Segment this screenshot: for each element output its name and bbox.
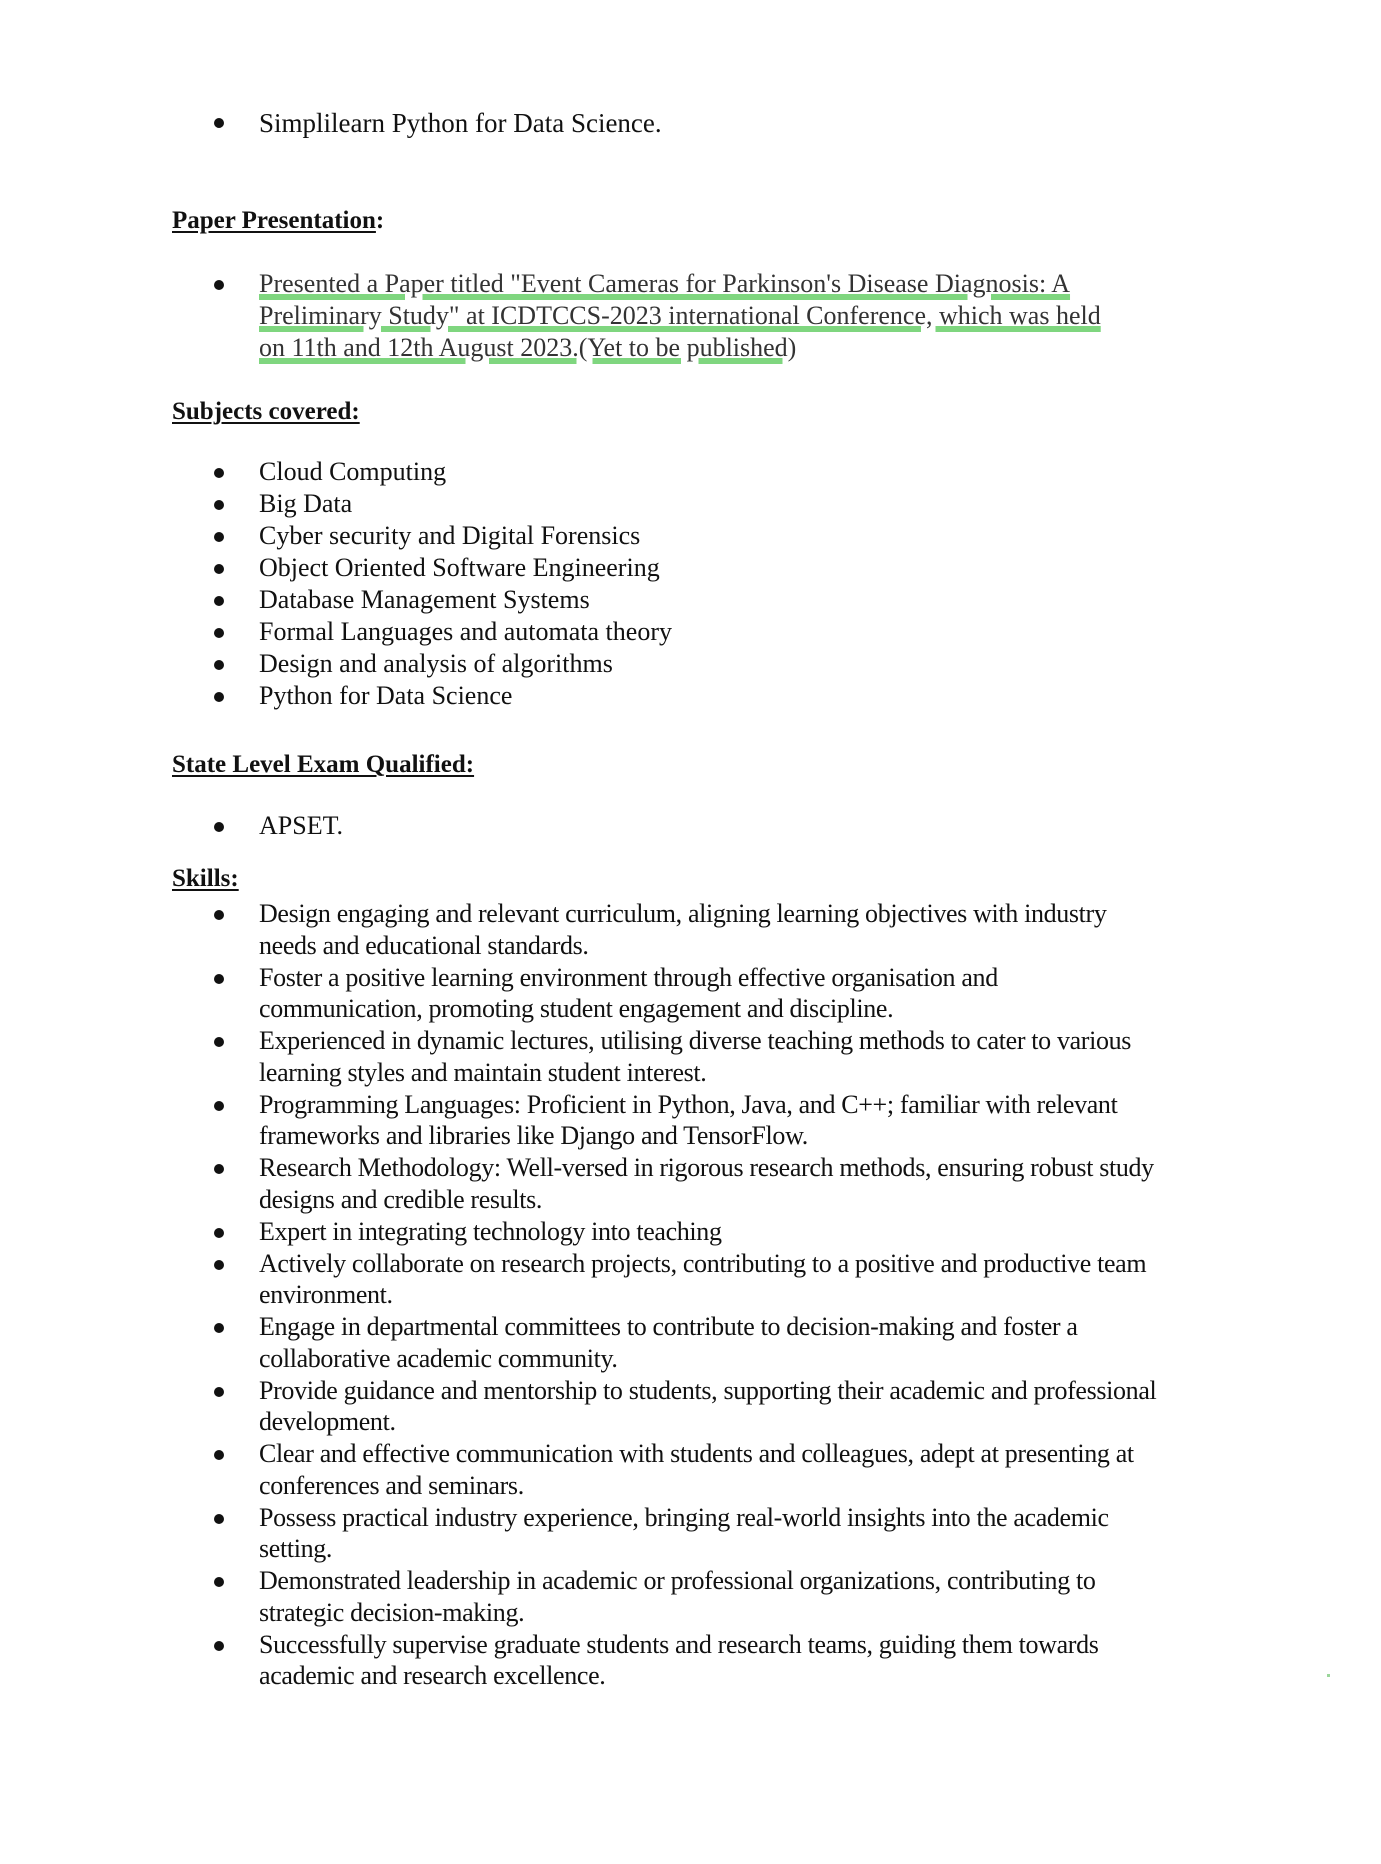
bullet-icon [214, 822, 224, 832]
bullet-icon [214, 1577, 224, 1587]
skill-line: communication, promoting student engagement and discipline. [259, 994, 894, 1023]
skill-line: Expert in integrating technology into teaching [259, 1216, 722, 1246]
subject-text: Design and analysis of algorithms [259, 649, 613, 678]
skill-text [259, 1438, 1134, 1501]
skill-line: needs and educational standards. [259, 930, 589, 960]
bullet-icon [214, 974, 224, 984]
skill-line: Demonstrated leadership in academic or professional organizations, contributing to [259, 1566, 1096, 1595]
skill-text [259, 898, 1107, 961]
skill-line: Engage in departmental committees to contribute to decision-making and foster a [259, 1312, 1078, 1341]
bullet-icon [214, 692, 224, 702]
bullet-icon [214, 1164, 224, 1174]
skill-text [259, 1375, 1156, 1438]
subject-text: Object Oriented Software Engineering [259, 553, 660, 582]
bullet-icon [214, 1450, 224, 1460]
skill-line: Experienced in dynamic lectures, utilising diverse teaching methods to cater to various [259, 1026, 1132, 1055]
skill-text [259, 1311, 1078, 1374]
paper-line-1: Presented a Paper titled "Event Cameras for Parkinson's Disease Diagnosis: A [259, 269, 1071, 298]
heading-text: Paper Presentation [172, 207, 376, 234]
bullet-icon [214, 532, 224, 542]
skill-text [259, 1089, 1117, 1152]
bullet-icon [214, 1641, 224, 1651]
bullet-icon [214, 660, 224, 670]
paper-presentation-heading [172, 206, 384, 236]
skill-line: Provide guidance and mentorship to students, supporting their academic and professional [259, 1375, 1157, 1405]
skill-line: Successfully supervise graduate students and research teams, guiding them towards [259, 1629, 1099, 1659]
skill-line: conferences and seminars. [259, 1470, 524, 1500]
subject-text: Python for Data Science [259, 681, 513, 710]
skill-line: Possess practical industry experience, bringing real-world insights into the academic [259, 1502, 1109, 1532]
skill-line: Programming Languages: Proficient in Python, Java, and C++; familiar with relevant [259, 1089, 1118, 1119]
exam-text: APSET. [259, 811, 344, 840]
skill-line: collaborative academic community. [259, 1343, 618, 1373]
bullet-icon [214, 280, 224, 290]
skill-line: environment. [259, 1280, 393, 1309]
bullet-icon [214, 596, 224, 606]
skill-text [259, 1248, 1146, 1311]
subject-text: Database Management Systems [259, 585, 590, 614]
skill-line: Actively collaborate on research projects, contributing to a positive and productive team [259, 1248, 1147, 1278]
skill-text [259, 1216, 722, 1248]
paper-line-2: Preliminary Study" at ICDTCCS-2023 international Conference, which was held [259, 301, 1101, 330]
bullet-icon [214, 1260, 224, 1270]
state-exam-heading: State Level Exam Qualified: [172, 751, 475, 778]
subjects-heading: Subjects covered: [172, 398, 360, 425]
skill-line: designs and credible results. [259, 1184, 542, 1214]
skill-line: Foster a positive learning environment through effective organisation and [259, 962, 998, 992]
stray-mark [1327, 1674, 1330, 1677]
skill-text [259, 962, 998, 1025]
skill-line: learning styles and maintain student interest. [259, 1057, 707, 1087]
skill-line: setting. [259, 1534, 333, 1563]
bullet-icon [214, 500, 224, 510]
skill-text [259, 1629, 1099, 1692]
bullet-icon [214, 1037, 224, 1047]
skill-line: strategic decision-making. [259, 1597, 525, 1627]
bullet-icon [214, 910, 224, 920]
subject-text: Formal Languages and automata theory [259, 617, 672, 646]
heading-colon: : [375, 207, 385, 234]
skill-text [259, 1565, 1096, 1628]
skill-text [259, 1502, 1109, 1565]
skill-line: Research Methodology: Well-versed in rigorous research methods, ensuring robust study [259, 1153, 1154, 1182]
bullet-icon [214, 628, 224, 638]
bullet-icon [214, 118, 224, 128]
skill-line: Design engaging and relevant curriculum, aligning learning objectives with industry [259, 899, 1107, 928]
bullet-icon [214, 1228, 224, 1238]
subject-text: Cloud Computing [259, 457, 447, 486]
subject-text: Cyber security and Digital Forensics [259, 521, 641, 550]
bullet-icon [214, 564, 224, 574]
subject-text: Big Data [259, 489, 353, 518]
paper-line-3: on 11th and 12th August 2023.(Yet to be published) [259, 333, 797, 362]
bullet-icon [214, 1387, 224, 1397]
skill-line: academic and research excellence. [259, 1661, 606, 1690]
course-text: Simplilearn Python for Data Science. [259, 108, 662, 138]
bullet-icon [214, 1323, 224, 1333]
bullet-icon [214, 1101, 224, 1111]
bullet-icon [214, 468, 224, 478]
skill-line: development. [259, 1407, 396, 1436]
skill-text [259, 1025, 1131, 1088]
bullet-icon [214, 1514, 224, 1524]
skill-line: Clear and effective communication with students and colleagues, adept at presenting at [259, 1439, 1134, 1468]
skills-heading: Skills: [172, 865, 239, 892]
skill-line: frameworks and libraries like Django and TensorFlow. [259, 1121, 808, 1150]
paper-text [259, 268, 1101, 364]
skill-text [259, 1152, 1154, 1215]
